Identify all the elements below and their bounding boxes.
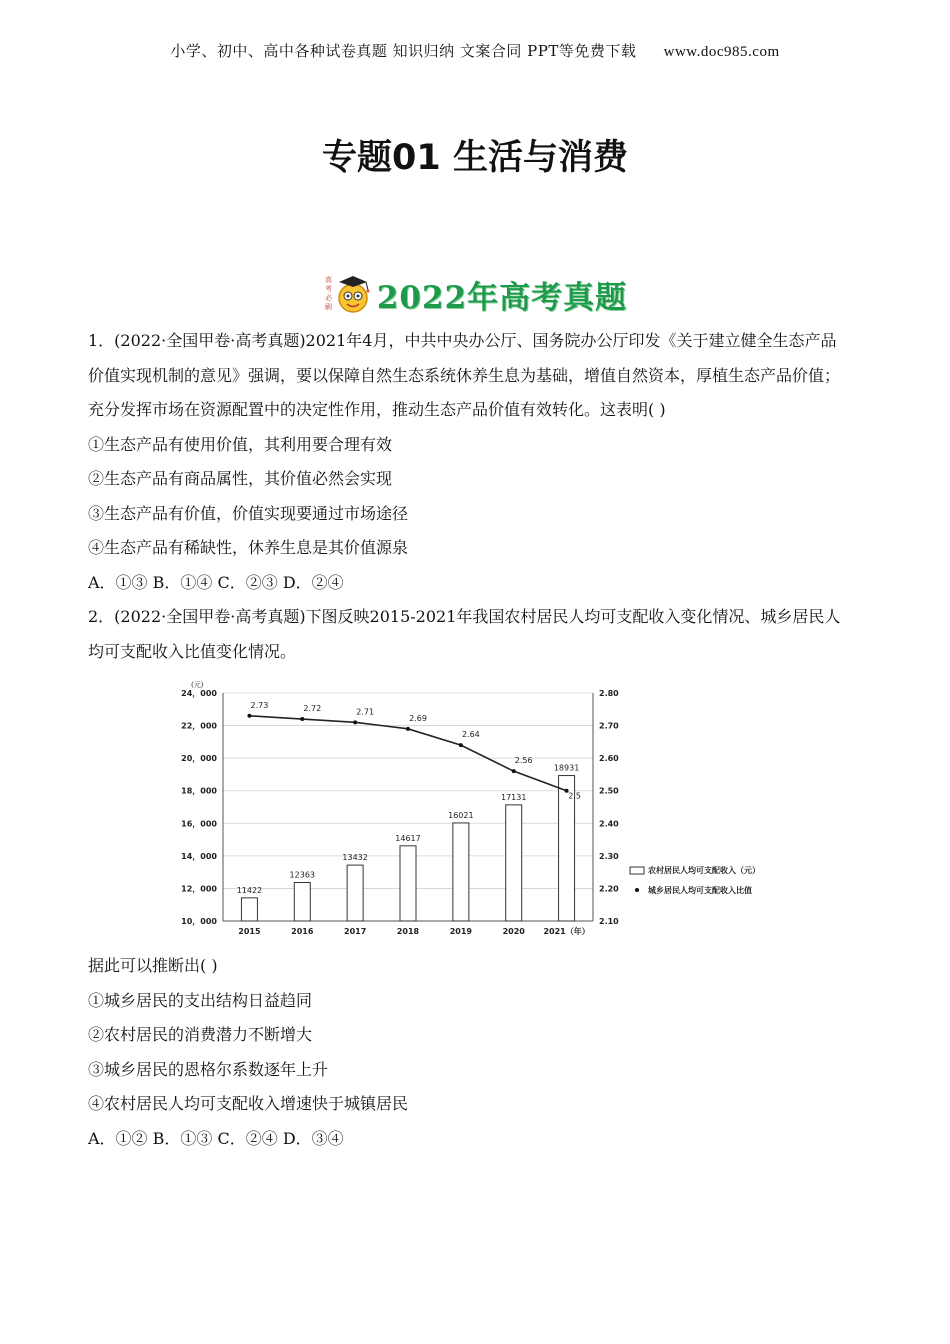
q2-stem-line-1: 2．(2022·全国甲卷·高考真题)下图反映2015-2021年我国农村居民人均可支配收入变化情况、城乡居民人 <box>88 607 841 626</box>
page-header <box>0 40 950 61</box>
left-tick-label: 24，000 <box>181 689 217 698</box>
logo-char-1: 高 <box>324 276 332 284</box>
bar <box>506 805 522 921</box>
ratio-data-label: 2.56 <box>514 756 533 766</box>
x-tick-label: 2018 <box>396 927 420 936</box>
q1-stem-line-1: 1．(2022·全国甲卷·高考真题)2021年4月，中共中央办公厅、国务院办公厅印发《关于建立健全生态产品 <box>88 331 837 350</box>
ratio-data-label: 2.72 <box>303 704 322 714</box>
left-tick-label: 16，000 <box>181 819 217 829</box>
x-tick-label: 2020 <box>502 927 525 936</box>
ratio-point <box>459 743 463 747</box>
left-tick-label: 18，000 <box>181 786 217 796</box>
legend-line-marker <box>635 888 639 892</box>
legend-bar-label: 农村居民人均可支配收入（元） <box>648 866 760 875</box>
bar-data-label: 13432 <box>342 853 368 863</box>
ratio-data-label: 2.71 <box>356 707 375 717</box>
bar-data-label: 18931 <box>553 763 580 773</box>
x-tick-label: 2017 <box>344 927 367 936</box>
right-tick-label: 2.60 <box>599 754 619 764</box>
q2-option-3: ③城乡居民的恩格尔系数逐年上升 <box>88 1059 329 1079</box>
bar-data-label: 17131 <box>500 792 527 802</box>
legend-bar-swatch <box>630 867 644 874</box>
ratio-data-label: 2.5 <box>568 791 581 801</box>
q2-choices: A．①② B．①③ C．②④ D．③④ <box>88 1128 344 1148</box>
ratio-data-label: 2.69 <box>409 713 427 723</box>
bar <box>400 846 416 921</box>
right-tick-label: 2.40 <box>599 819 619 829</box>
left-tick-label: 14，000 <box>181 851 217 861</box>
right-tick-label: 2.80 <box>599 689 619 698</box>
q2-option-2: ②农村居民的消费潜力不断增大 <box>88 1025 313 1044</box>
page-title: 专题01 生活与消费 <box>322 138 628 178</box>
left-tick-label: 10，000 <box>181 917 217 926</box>
header-url[interactable]: www.doc985.com <box>663 44 780 60</box>
q2-stem-line-2: 均可支配收入比值变化情况。 <box>88 641 297 661</box>
bar-data-label: 14617 <box>395 833 421 843</box>
q2-option-1: ①城乡居民的支出结构日益趋同 <box>88 990 313 1010</box>
left-tick-label: 20，000 <box>181 754 217 764</box>
q1-option-1: ①生态产品有使用价值，其利用要合理有效 <box>88 434 393 454</box>
logo-char-2: 考 <box>324 285 332 293</box>
q1-option-3: ③生态产品有价值，价值实现要通过市场途径 <box>88 503 409 523</box>
bar <box>294 883 310 921</box>
logo-char-3: 必 <box>324 294 332 302</box>
bar-data-label: 12363 <box>289 870 316 880</box>
right-tick-label: 2.20 <box>599 884 619 894</box>
q1-stem-line-2: 价值实现机制的意见》强调，要以保障自然生态系统休养生息为基础，增值自然资本，厚植生态产品价值； <box>88 365 841 385</box>
bar-data-label: 11422 <box>236 885 263 895</box>
logo-char-4: 刷 <box>324 303 332 311</box>
ratio-point <box>406 727 410 731</box>
right-tick-label: 2.10 <box>599 917 619 926</box>
q1-option-4: ④生态产品有稀缺性，休养生息是其价值源泉 <box>88 538 409 557</box>
bar-data-label: 16021 <box>448 810 474 820</box>
q1-stem-line-3: 充分发挥市场在资源配置中的决定性作用，推动生态产品价值有效转化。这表明( ) <box>88 400 666 419</box>
ratio-point <box>300 717 304 721</box>
ratio-data-label: 2.73 <box>250 700 269 710</box>
right-tick-label: 2.50 <box>599 786 619 796</box>
x-tick-label: 2016 <box>291 927 314 936</box>
q1-option-2: ②生态产品有商品属性，其价值必然会实现 <box>88 469 393 488</box>
left-tick-label: 22，000 <box>181 721 217 731</box>
q2-option-4: ④农村居民人均可支配收入增速快于城镇居民 <box>88 1094 409 1113</box>
legend-line-label: 城乡居民人均可支配收入比值 <box>648 886 752 895</box>
right-tick-label: 2.30 <box>599 851 619 861</box>
x-tick-label: 2021（年） <box>543 927 590 936</box>
left-tick-label: 12，000 <box>181 884 217 894</box>
header-text: 小学、初中、高中各种试卷真题 知识归纳 文案合同 PPT等免费下载 <box>170 42 637 60</box>
mascot-logo-icon <box>323 268 375 320</box>
income-chart <box>88 677 868 941</box>
ratio-point <box>247 714 251 718</box>
right-tick-label: 2.70 <box>599 721 619 731</box>
x-tick-label: 2015 <box>238 927 261 936</box>
left-axis-unit: (元) <box>191 681 204 689</box>
bar <box>347 865 363 921</box>
bar <box>241 898 257 921</box>
section-banner <box>0 268 950 320</box>
chart-svg <box>88 677 868 941</box>
ratio-point <box>353 720 357 724</box>
q2-prompt: 据此可以推断出( ) <box>88 956 218 975</box>
bar <box>453 823 469 921</box>
section-label: 2022年高考真题 <box>376 279 628 316</box>
x-tick-label: 2019 <box>449 927 472 936</box>
ratio-data-label: 2.64 <box>461 730 480 740</box>
q1-choices: A．①③ B．①④ C．②③ D．②④ <box>88 572 344 592</box>
ratio-point <box>512 769 516 773</box>
content <box>88 324 868 1156</box>
